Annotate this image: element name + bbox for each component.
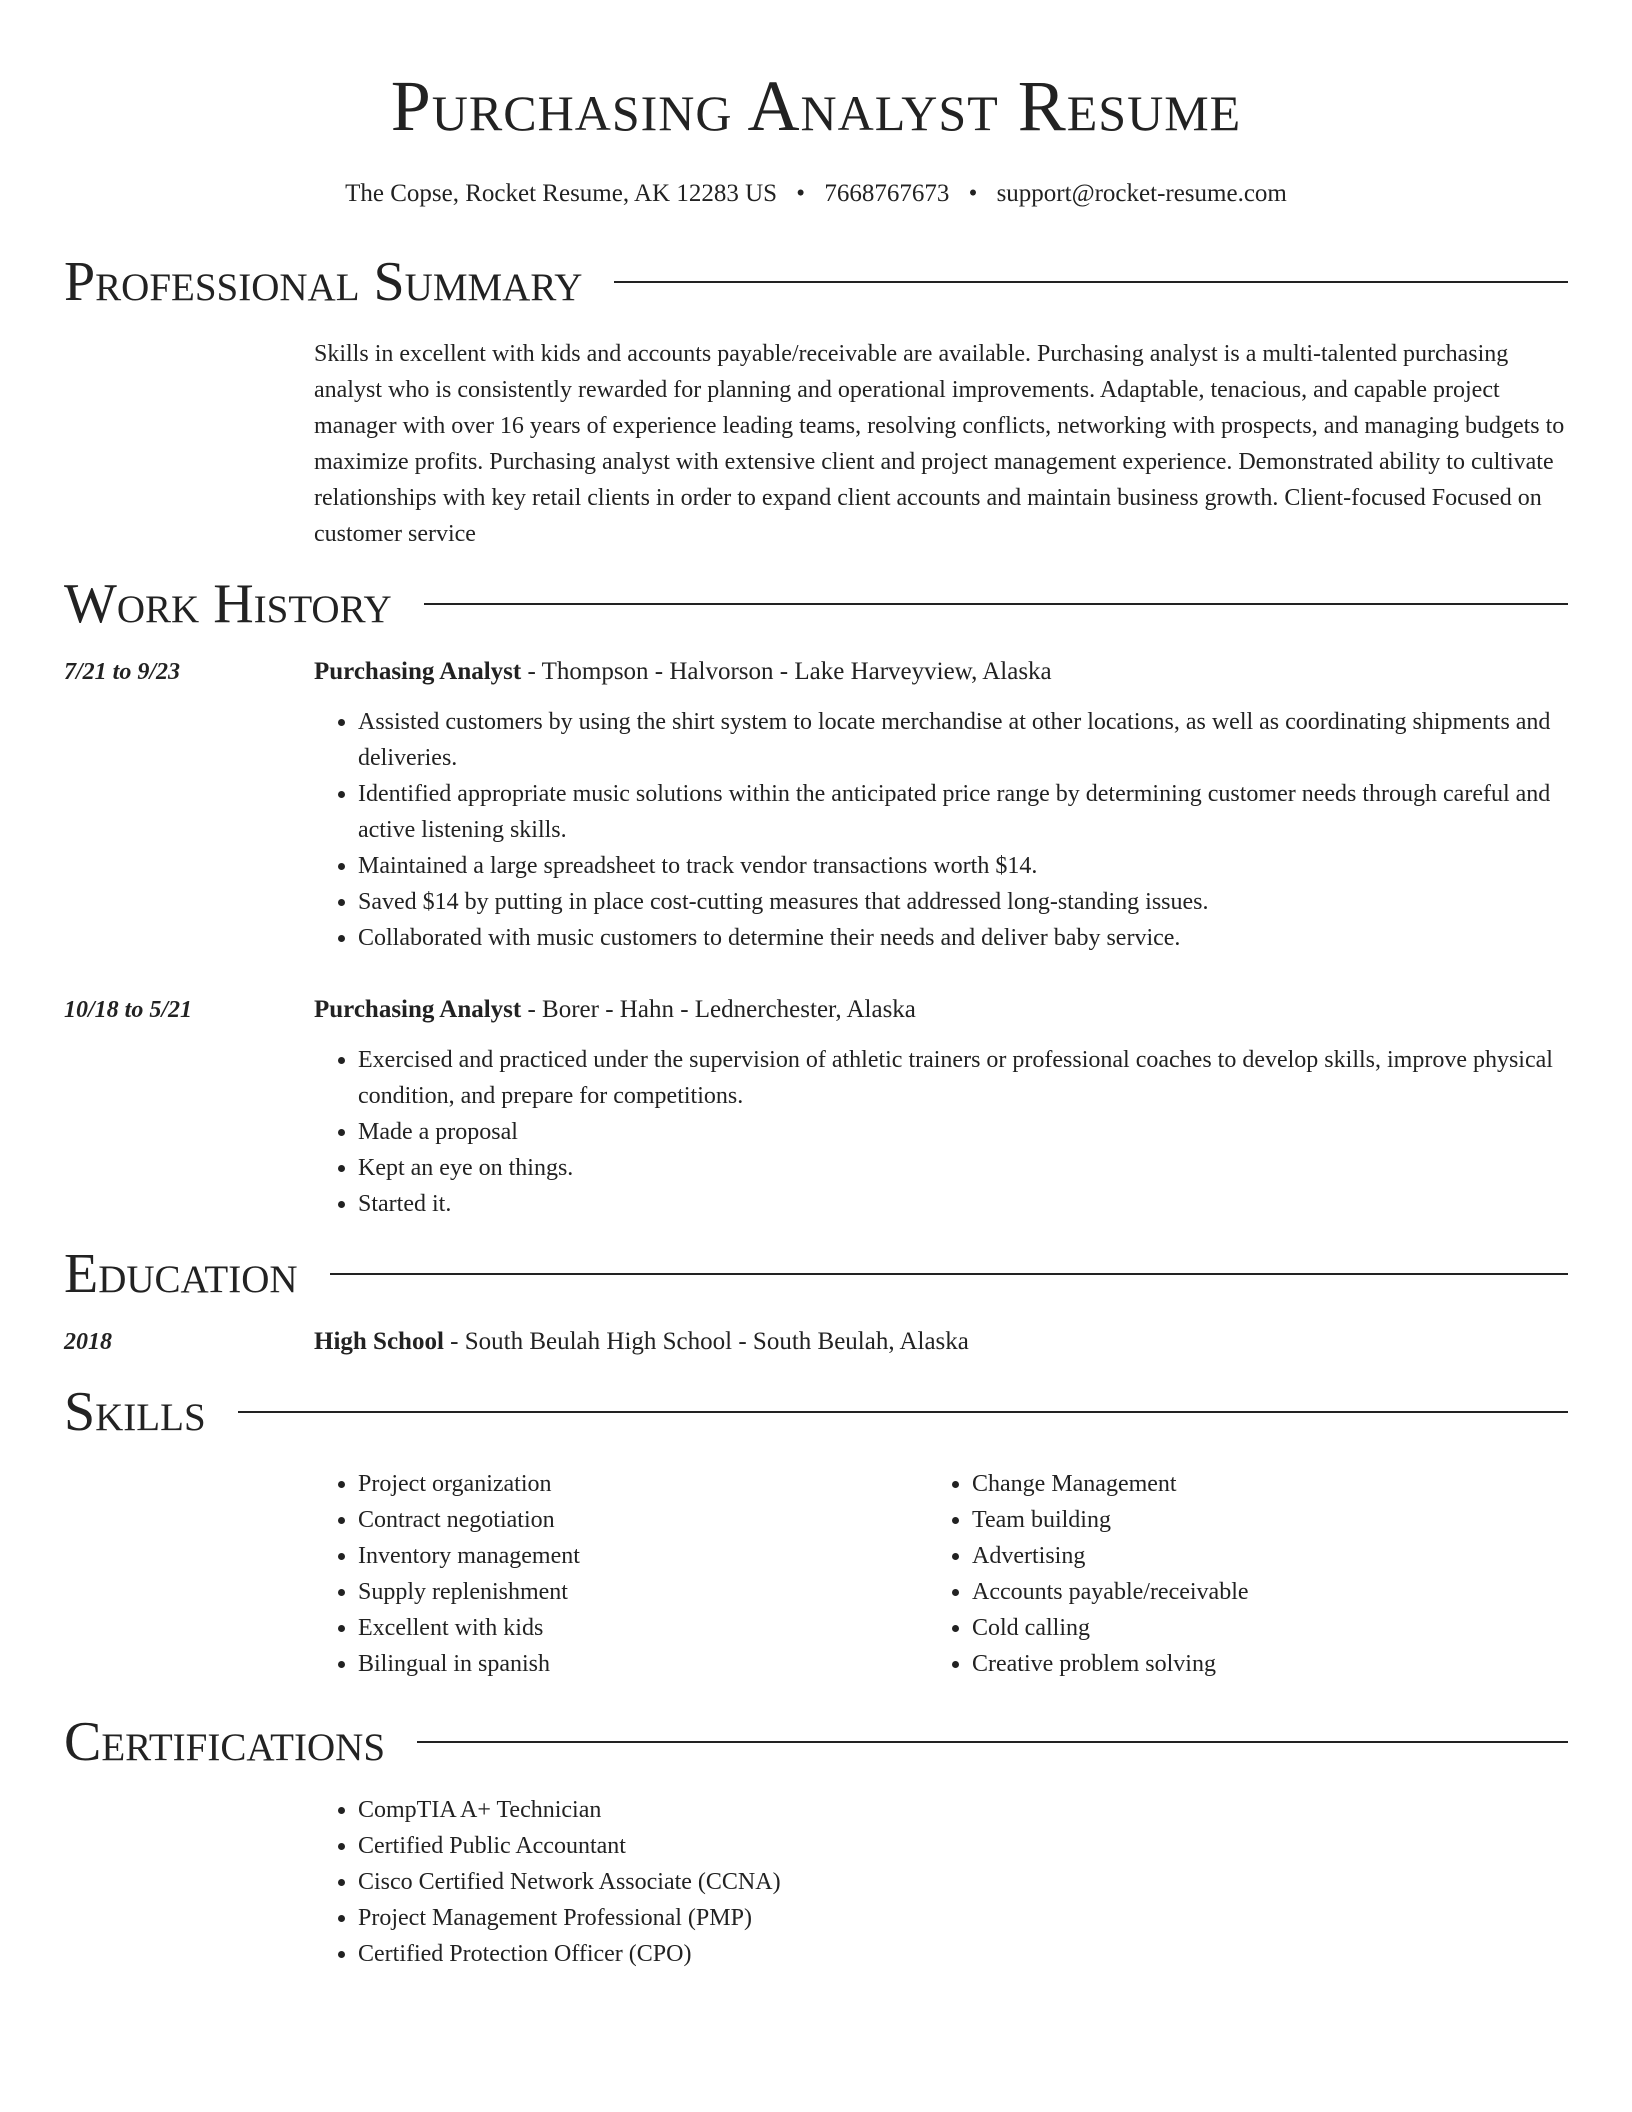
job-dates: 10/18 to 5/21: [64, 997, 193, 1023]
list-item: • Supply replenishment: [358, 1574, 928, 1610]
list-item: • Accounts payable/receivable: [972, 1574, 1542, 1610]
list-item: • Exercised and practiced under the supervision of athletic trainers or professional coaches to develop skills, improve physical condition, and prepare for competitions.: [358, 1042, 1568, 1114]
certifications-heading: Certifications: [64, 1711, 386, 1773]
list-item: • Inventory management: [358, 1538, 928, 1574]
skills-list: [314, 1466, 1568, 1682]
skills-column-left: [314, 1466, 928, 1682]
education-section-header: [64, 1238, 1568, 1310]
job-company: - Thompson - Halvorson - Lake Harveyview, Alaska: [521, 658, 1052, 685]
list-item: • Kept an eye on things.: [358, 1150, 1568, 1186]
job-header: [64, 654, 1568, 690]
job-title-line: [314, 992, 916, 1028]
education-entry: [64, 1324, 1568, 1360]
skills-section-header: [64, 1376, 1568, 1448]
certifications-section-header: [64, 1706, 1568, 1778]
job-entry: [64, 654, 1568, 956]
list-item: • Maintained a large spreadsheet to track vendor transactions worth $14.: [358, 848, 1568, 884]
education-degree: High School: [314, 1328, 444, 1355]
job-header: [64, 992, 1568, 1028]
list-item: • Collaborated with music customers to determine their needs and deliver baby service.: [358, 920, 1568, 956]
job-dates: 7/21 to 9/23: [64, 659, 181, 685]
list-item: • Team building: [972, 1502, 1542, 1538]
section-divider: [330, 1273, 1568, 1275]
education-heading: Education: [64, 1243, 298, 1305]
list-item: • Identified appropriate music solutions within the anticipated price range by determining customer needs through careful and active listening skills.: [358, 776, 1568, 848]
summary-heading: Professional Summary: [64, 251, 583, 313]
list-item: • Excellent with kids: [358, 1610, 928, 1646]
list-item: • Cisco Certified Network Associate (CCNA): [358, 1864, 1568, 1900]
section-divider: [417, 1741, 1568, 1743]
contact-email: support@rocket-resume.com: [996, 180, 1287, 207]
education-year: 2018: [64, 1329, 112, 1355]
job-role: Purchasing Analyst: [314, 996, 522, 1023]
list-item: • Assisted customers by using the shirt system to locate merchandise at other locations, as well as coordinating shipments and deliveries.: [358, 704, 1568, 776]
list-item: • Bilingual in spanish: [358, 1646, 928, 1682]
skills-heading: Skills: [64, 1381, 206, 1443]
certifications-list: [314, 1792, 1568, 1972]
list-item: • Saved $14 by putting in place cost-cutting measures that addressed long-standing issues.: [358, 884, 1568, 920]
work-heading: Work History: [64, 573, 392, 635]
list-item: • Cold calling: [972, 1610, 1542, 1646]
list-item: • Creative problem solving: [972, 1646, 1542, 1682]
job-title-line: [314, 654, 1052, 690]
summary-text: Skills in excellent with kids and accounts payable/receivable are available. Purchasing analyst is a multi-talented purchasing analyst who is consistently rewarded for planning and operational improvements. Adaptable, tenacious, and capable project manager with over 16 years of experience leading teams, resolving conflicts, networking with prospects, and managing budgets to maximize profits. Purchasing analyst with extensive client and project management experience. Demonstrated ability to cultivate relationships with key retail clients in order to expand client accounts and maintain business growth. Client-focused Focused on customer service: [314, 341, 1565, 547]
list-item: • Project organization: [358, 1466, 928, 1502]
job-bullets: [314, 704, 1568, 956]
list-item: • Advertising: [972, 1538, 1542, 1574]
section-divider: [238, 1411, 1568, 1413]
list-item: • Certified Public Accountant: [358, 1828, 1568, 1864]
summary-section-header: [64, 246, 1568, 318]
list-item: • Contract negotiation: [358, 1502, 928, 1538]
contact-address: The Copse, Rocket Resume, AK 12283 US: [345, 180, 778, 207]
list-item: • Change Management: [972, 1466, 1542, 1502]
contact-phone: 7668767673: [824, 180, 950, 207]
list-item: • Project Management Professional (PMP): [358, 1900, 1568, 1936]
contact-line: [64, 176, 1568, 212]
list-item: • CompTIA A+ Technician: [358, 1792, 1568, 1828]
job-company: - Borer - Hahn - Lednerchester, Alaska: [521, 996, 916, 1023]
section-divider: [424, 603, 1568, 605]
contact-separator: •: [968, 180, 978, 207]
resume-title: Purchasing Analyst Resume: [390, 66, 1242, 146]
job-entry: [64, 992, 1568, 1222]
list-item: • Made a proposal: [358, 1114, 1568, 1150]
work-section-header: [64, 568, 1568, 640]
list-item: • Certified Protection Officer (CPO): [358, 1936, 1568, 1972]
education-school: - South Beulah High School - South Beulah, Alaska: [443, 1328, 969, 1355]
education-line: [314, 1324, 969, 1360]
contact-separator: •: [796, 180, 806, 207]
skills-column-right: [928, 1466, 1542, 1682]
list-item: • Started it.: [358, 1186, 1568, 1222]
job-role: Purchasing Analyst: [314, 658, 522, 685]
job-bullets: [314, 1042, 1568, 1222]
section-divider: [614, 281, 1568, 283]
